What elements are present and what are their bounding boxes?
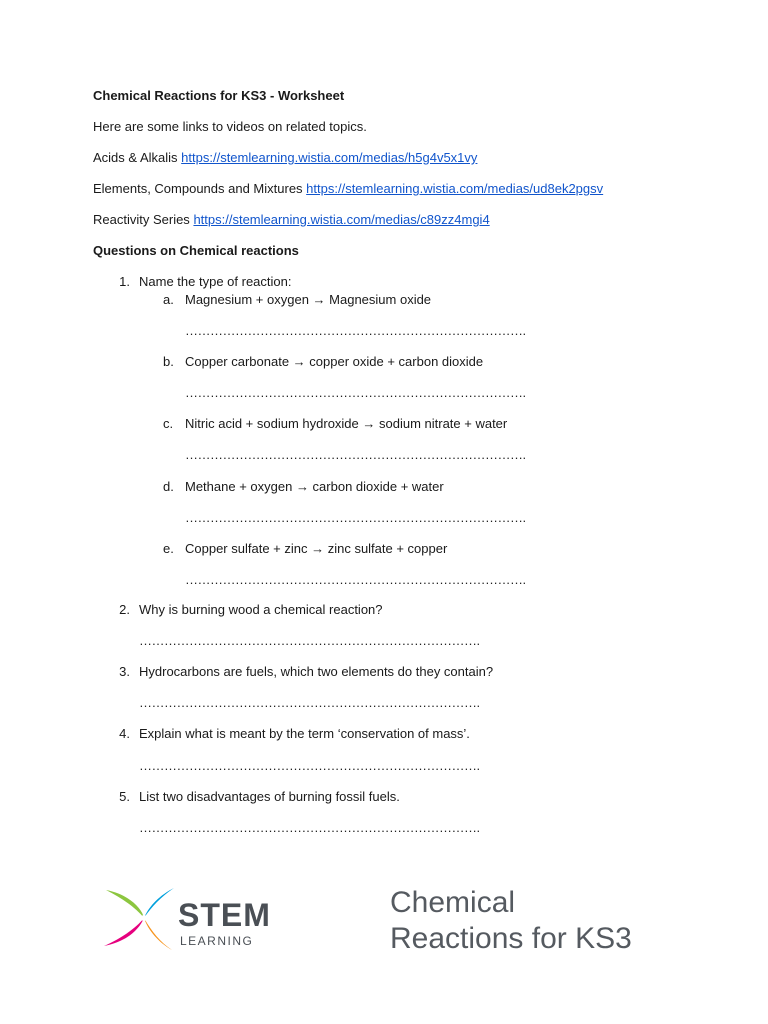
question-number: 1.: [119, 274, 130, 289]
part-text: Copper sulfate + zinc → zinc sulfate + copper: [185, 541, 448, 556]
part-text: Copper carbonate → copper oxide + carbon dioxide: [185, 354, 484, 369]
answer-line: ……………………………………………………………………….: [185, 323, 526, 338]
answer-line: ……………………………………………………………………….: [139, 695, 480, 710]
question-text: Why is burning wood a chemical reaction?: [139, 602, 383, 617]
answer-line: ……………………………………………………………………….: [139, 758, 480, 773]
part-text: Nitric acid + sodium hydroxide → sodium nitrate + water: [185, 416, 508, 431]
answer-line: ……………………………………………………………………….: [185, 447, 526, 462]
question-number: 2.: [119, 602, 130, 617]
link-label: Reactivity Series: [93, 212, 190, 227]
link-row-acids: [93, 150, 477, 166]
part-letter: b.: [163, 354, 174, 369]
answer-line: ……………………………………………………………………….: [185, 385, 526, 400]
link-label: Elements, Compounds and Mixtures: [93, 181, 303, 196]
link-row-elements: [93, 181, 603, 197]
worksheet-title: Chemical Reactions for KS3 - Worksheet: [93, 88, 345, 103]
question-text: Name the type of reaction:: [139, 274, 292, 289]
logo-subword: LEARNING: [180, 934, 254, 948]
logo-swoosh-pink: [104, 918, 144, 946]
answer-line: ……………………………………………………………………….: [185, 510, 526, 525]
part-text: Methane + oxygen → carbon dioxide + water: [185, 479, 444, 494]
part-letter: c.: [163, 416, 174, 431]
question-text: Hydrocarbons are fuels, which two elements do they contain?: [139, 664, 494, 679]
question-number: 4.: [119, 726, 130, 741]
answer-line: ……………………………………………………………………….: [139, 820, 480, 835]
part-text: Magnesium + oxygen → Magnesium oxide: [185, 292, 432, 307]
question-text: Explain what is meant by the term ‘conservation of mass’.: [139, 726, 470, 741]
footer-title-line-1: Chemical: [390, 886, 516, 919]
video-link-acids[interactable]: https://stemlearning.wistia.com/medias/h5g4v5x1vy: [181, 150, 478, 165]
logo-swoosh-blue: [144, 888, 174, 918]
logo-swoosh-green: [106, 890, 144, 918]
footer-title-line-2: Reactions for KS3: [390, 922, 632, 955]
part-letter: d.: [163, 479, 174, 494]
question-number: 3.: [119, 664, 130, 679]
logo-swoosh-orange: [144, 918, 172, 950]
question-text: List two disadvantages of burning fossil fuels.: [139, 789, 400, 804]
questions-heading: Questions on Chemical reactions: [93, 243, 299, 258]
stem-logo-mark-icon: [100, 882, 180, 954]
link-label: Acids & Alkalis: [93, 150, 178, 165]
question-number: 5.: [119, 789, 130, 804]
part-letter: a.: [163, 292, 174, 307]
answer-line: ……………………………………………………………………….: [185, 572, 526, 587]
video-link-elements[interactable]: https://stemlearning.wistia.com/medias/ud8ek2pgsv: [306, 181, 604, 196]
part-letter: e.: [163, 541, 174, 556]
logo-wordmark: STEM: [178, 897, 271, 933]
video-link-reactivity[interactable]: https://stemlearning.wistia.com/medias/c89zz4mgi4: [193, 212, 490, 227]
answer-line: ……………………………………………………………………….: [139, 633, 480, 648]
intro-text: Here are some links to videos on related topics.: [93, 119, 367, 134]
link-row-reactivity: [93, 212, 490, 228]
